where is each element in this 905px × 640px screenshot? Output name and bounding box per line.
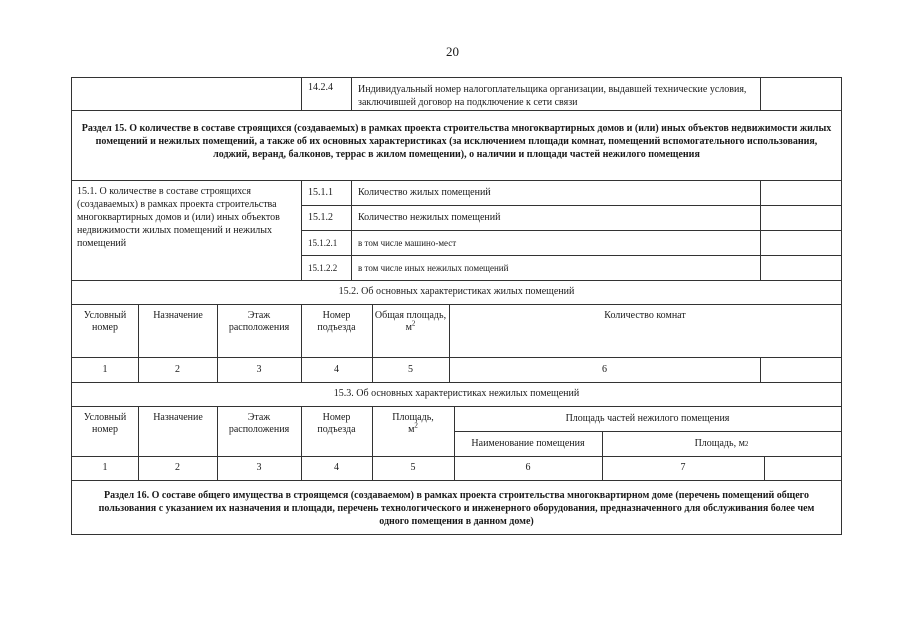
column-header: Наименование помещения	[471, 437, 585, 449]
divider	[351, 180, 352, 280]
divider	[72, 110, 841, 111]
column-number: 3	[256, 462, 262, 473]
row-code: 14.2.4	[308, 82, 333, 93]
divider	[760, 180, 761, 280]
subsection-15-1-label: 15.1. О количестве в составе строящихся (создаваемых) в рамках проекта строительства многоквартирных домов и (или) иных объектов недвижимости жилых помещений и нежилых помещений	[77, 186, 280, 249]
divider	[301, 180, 302, 280]
row-code: 15.1.2.2	[308, 262, 338, 273]
column-number: 2	[175, 462, 180, 473]
column-header: Площадь, м 2	[694, 437, 749, 449]
row-text: Индивидуальный номер налогоплательщика организации, выдавшей технические условия, заключившей договор на подключение к сети связи	[358, 84, 747, 108]
row-text: Количество жилых помещений	[358, 186, 491, 198]
column-header: Назначение	[153, 310, 203, 321]
unit: м	[405, 322, 412, 333]
column-number: 5	[408, 363, 413, 375]
column-number: 3	[256, 363, 262, 375]
column-number: 6	[602, 363, 607, 375]
column-header: Номер подъезда	[317, 412, 356, 435]
column-header: Этаж расположения	[228, 310, 290, 333]
column-header	[374, 412, 452, 436]
divider	[301, 78, 302, 110]
row-text: в том числе машино-мест	[358, 237, 457, 248]
header-text: Площадь,	[392, 412, 434, 423]
column-header: Назначение	[153, 412, 203, 423]
header-text: Площадь, м	[694, 437, 745, 449]
divider	[72, 480, 841, 481]
section-15-heading: Раздел 15. О количестве в составе строящихся (создаваемых) в рамках проекта строительства многоквартирных домов и (или) иных объектов недвижимости жилых помещений и нежилых помещений, а также об их основных характеристиках (за исключением площади комнат, помещений вспомогательного использования, лоджий, веранд, балконов, террас в жилом помещении), о наличии и площади частей нежилого помещения	[81, 123, 832, 160]
section-16-heading: Раздел 16. О составе общего имущества в строящемся (создаваемом) в рамках проекта строительства многоквартирном доме (перечень помещений общего пользования с указанием их назначения и площади, перечень технологического и инженерного оборудования, предназначенного для обслуживания более чем одного помещения в данном доме)	[98, 490, 815, 527]
row-code: 15.1.2.1	[308, 237, 338, 248]
divider	[351, 78, 352, 110]
column-number: 2	[175, 363, 180, 375]
column-number: 7	[680, 462, 686, 473]
column-number: 1	[102, 462, 108, 473]
column-header: Площадь частей нежилого помещения	[565, 412, 730, 424]
column-number: 1	[102, 363, 108, 375]
column-header: Количество комнат	[604, 310, 686, 321]
row-text: в том числе иных нежилых помещений	[358, 262, 509, 273]
column-header: Условный номер	[83, 310, 127, 333]
column-number: 5	[410, 462, 416, 473]
divider	[760, 78, 761, 110]
column-number: 6	[525, 462, 531, 473]
row-code: 15.1.1	[308, 186, 333, 198]
row-code: 15.1.2	[308, 211, 333, 223]
unit-exponent: 2	[411, 319, 416, 328]
column-number: 4	[334, 363, 339, 375]
subsection-15-3-title: 15.3. Об основных характеристиках нежилых помещений	[333, 388, 580, 399]
column-header: Этаж расположения	[228, 412, 290, 435]
column-header: Условный номер	[83, 412, 127, 435]
divider	[760, 357, 761, 382]
divider	[72, 304, 841, 305]
column-number: 4	[334, 462, 339, 473]
page-number: 20	[446, 44, 459, 59]
column-header	[374, 310, 447, 334]
column-header: Номер подъезда	[317, 310, 356, 333]
header-text: Общая площадь,	[374, 310, 447, 321]
unit-exponent: 2	[414, 421, 418, 430]
unit: м	[408, 424, 415, 435]
form-table	[71, 77, 842, 535]
divider	[764, 456, 765, 480]
row-text: Количество нежилых помещений	[358, 211, 501, 223]
subsection-15-2-title: 15.2. Об основных характеристиках жилых помещений	[338, 286, 575, 297]
